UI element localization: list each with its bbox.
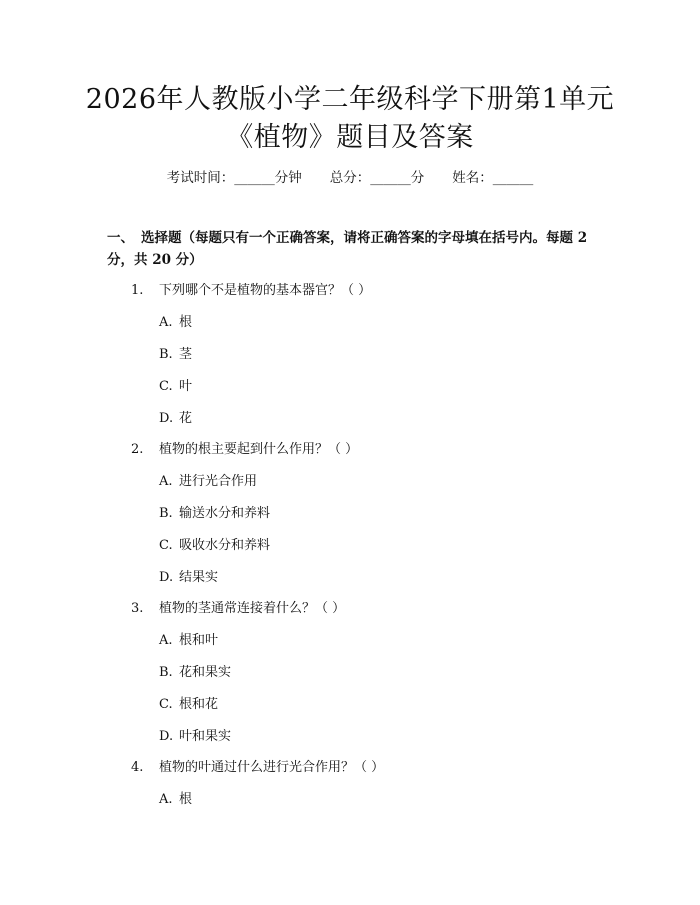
option-text: 叶和果实 [179,729,232,744]
question-1-option-d [159,409,192,429]
question-3-option-a [159,631,218,651]
question-text: 植物的根主要起到什么作用？（ ） [159,442,359,457]
option-letter: D. [159,570,174,585]
option-letter: A. [159,474,173,489]
question-3 [131,599,345,619]
option-text: 结果实 [179,570,219,585]
option-text: 进行光合作用 [179,474,258,489]
question-2-option-d [159,568,218,588]
option-text: 吸收水分和养料 [179,538,271,553]
question-3-option-b [159,663,231,683]
option-text: 输送水分和养料 [179,506,271,521]
option-letter: C. [159,538,173,553]
question-1 [131,281,371,301]
option-letter: B. [159,506,173,521]
option-letter: C. [159,379,173,394]
question-4 [131,758,384,778]
question-1-option-b [159,345,192,365]
question-text: 下列哪个不是植物的基本器官？（ ） [159,283,372,298]
question-3-option-c [159,695,218,715]
option-text: 茎 [179,347,193,362]
exam-time-field: 考试时间：______分钟 [166,170,302,186]
student-name-field: 姓名：______ [452,170,534,186]
question-number: 3. [131,601,144,616]
question-4-option-a [159,790,192,810]
option-letter: B. [159,347,173,362]
question-1-option-c [159,377,192,397]
question-number: 4. [131,760,144,775]
question-2-option-a [159,472,257,492]
document-title-line-1: 2026年人教版小学二年级科学下册第1单元 [85,84,615,115]
section-heading [107,227,607,271]
option-letter: D. [159,411,174,426]
option-letter: A. [159,633,173,648]
option-text: 根 [179,315,193,330]
question-number: 2. [131,442,144,457]
option-letter: A. [159,315,173,330]
option-letter: D. [159,729,174,744]
option-text: 叶 [179,379,193,394]
option-text: 根 [179,792,193,807]
option-letter: C. [159,697,173,712]
option-text: 根和花 [179,697,219,712]
question-2 [131,440,358,460]
option-text: 根和叶 [179,633,219,648]
question-number: 1. [131,283,144,298]
question-2-option-c [159,536,270,556]
option-letter: B. [159,665,173,680]
option-text: 花和果实 [179,665,232,680]
section-number: 一、 [107,230,134,246]
section-instructions: 选择题（每题只有一个正确答案，请将正确答案的字母填在括号内。每题 2 分，共 20 分） [107,230,588,268]
option-text: 花 [179,411,193,426]
option-letter: A. [159,792,173,807]
document-title-line-2: 《植物》题目及答案 [226,122,474,153]
question-2-option-b [159,504,270,524]
total-score-field: 总分：______分 [329,170,425,186]
question-text: 植物的叶通过什么进行光合作用？（ ） [159,760,385,775]
exam-info-row [0,168,700,188]
question-1-option-a [159,313,192,333]
question-text: 植物的茎通常连接着什么？（ ） [159,601,346,616]
question-3-option-d [159,727,231,747]
